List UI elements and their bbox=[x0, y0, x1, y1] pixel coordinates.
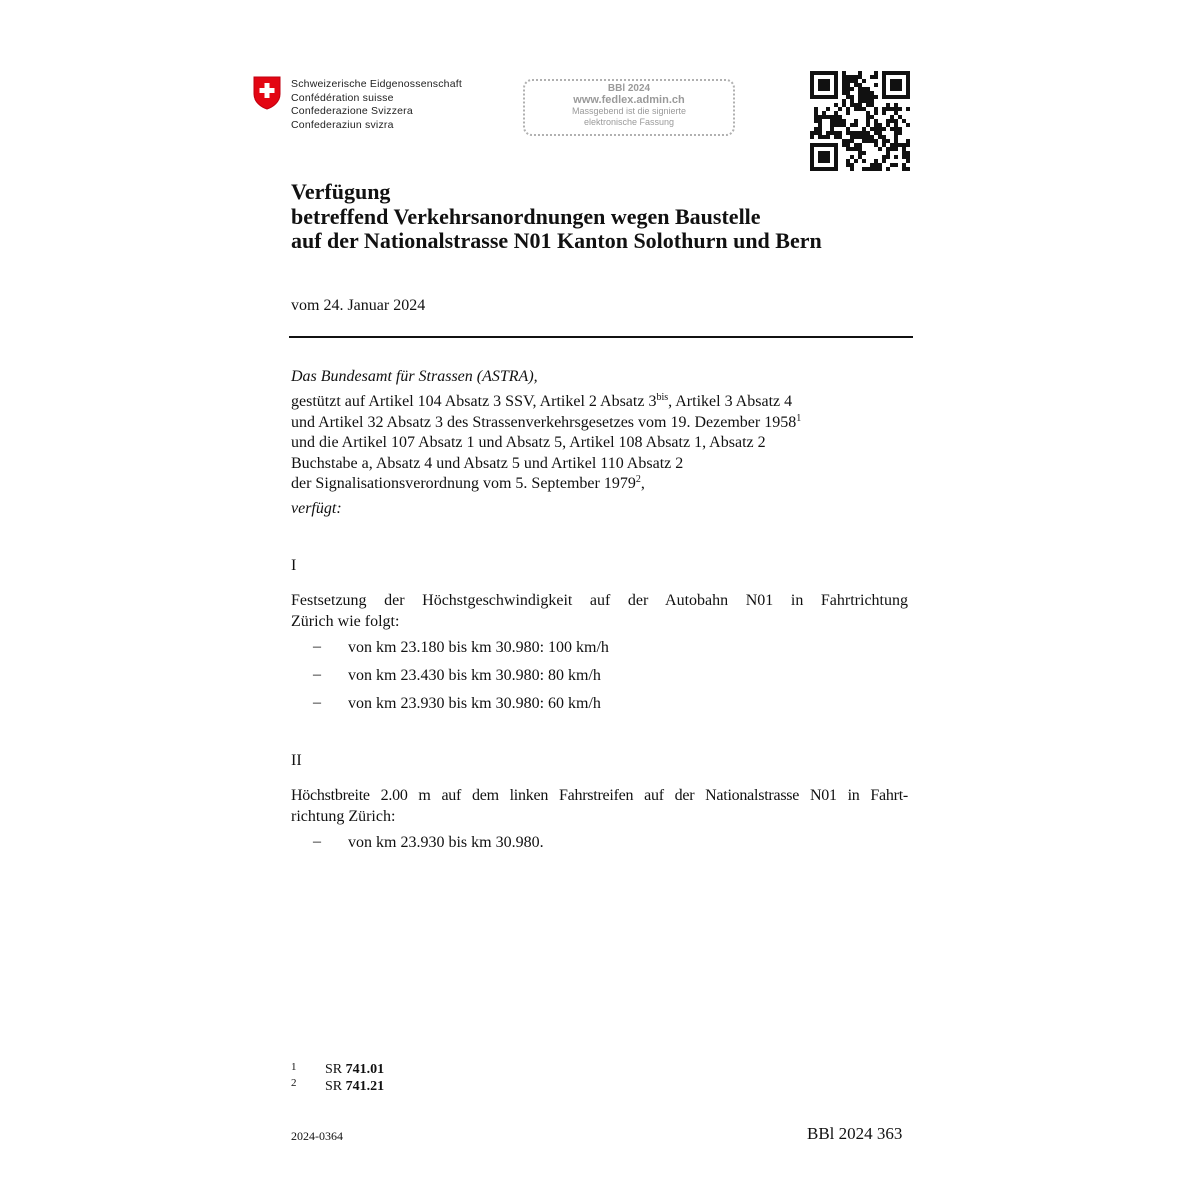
stamp-line-1: BBl 2024 bbox=[607, 83, 651, 94]
confederation-names bbox=[291, 78, 462, 132]
stamp-line-3: Massgebend ist die signierte bbox=[571, 106, 687, 116]
footnote-ref: 741.21 bbox=[345, 1079, 385, 1094]
title-line-3: auf der Nationalstrasse N01 Kanton Solothurn und Bern bbox=[291, 228, 822, 253]
document-title bbox=[291, 180, 822, 254]
legal-basis-line-5: der Signalisationsverordnung vom 5. September 1979$^2$, bbox=[291, 474, 645, 492]
list-item: von km 23.180 bis km 30.980: 100 km/h bbox=[348, 639, 609, 656]
list-item: von km 23.930 bis km 30.980: 60 km/h bbox=[348, 695, 601, 712]
title-line-1: Verfügung bbox=[291, 179, 391, 204]
issuing-authority: Das Bundesamt für Strassen (ASTRA), bbox=[291, 368, 538, 385]
footnote-number: 1 bbox=[291, 1061, 297, 1073]
confederation-line-fr: Confédération suisse bbox=[291, 91, 394, 104]
list-dash: – bbox=[313, 833, 321, 850]
document-date: vom 24. Januar 2024 bbox=[291, 297, 426, 314]
list-item: von km 23.930 bis km 30.980. bbox=[348, 834, 544, 851]
section-2-text bbox=[291, 786, 908, 827]
section-1-text-line-1: Festsetzung der Höchstgeschwindigkeit auf der Autobahn N01 in Fahrtrichtung bbox=[291, 592, 908, 609]
swiss-coat-of-arms-icon bbox=[253, 76, 281, 110]
publication-citation: BBl 2024 363 bbox=[807, 1124, 903, 1143]
legal-basis-line-2: und Artikel 32 Absatz 3 des Strassenverkehrsgesetzes vom 19. Dezember 1958$^1$ bbox=[291, 412, 802, 431]
section-1-text-line-2: Zürich wie folgt: bbox=[291, 612, 400, 630]
legal-basis-line-1: gestützt auf Artikel 104 Absatz 3 SSV, Artikel 2 Absatz $3^{bis}$, Artikel 3 Absatz 4 bbox=[291, 392, 793, 410]
list-dash: – bbox=[313, 666, 321, 683]
stamp-line-2: www.fedlex.admin.ch bbox=[573, 94, 685, 106]
qr-code-icon bbox=[810, 71, 910, 171]
title-divider bbox=[289, 336, 913, 338]
confederation-line-rm: Confederaziun svizra bbox=[291, 118, 394, 131]
section-2-text-line-1: Höchstbreite 2.00 m auf dem linken Fahrstreifen auf der Nationalstrasse N01 in Fahrt- bbox=[291, 787, 908, 804]
list-item: von km 23.430 bis km 30.980: 80 km/h bbox=[348, 667, 601, 684]
legal-basis-line-4: Buchstabe a, Absatz 4 und Absatz 5 und Artikel 110 Absatz 2 bbox=[291, 454, 684, 472]
title-line-2: betreffend Verkehrsanordnungen wegen Baustelle bbox=[291, 203, 761, 229]
footnote-2 bbox=[291, 1077, 297, 1096]
legal-basis bbox=[291, 392, 911, 495]
section-2-number: II bbox=[291, 752, 302, 769]
official-publication-stamp bbox=[523, 79, 735, 136]
section-2-text-line-2: richtung Zürich: bbox=[291, 807, 396, 825]
footnote-1-text: SR 741.01 bbox=[325, 1062, 385, 1077]
confederation-line-de: Schweizerische Eidgenossenschaft bbox=[291, 78, 462, 90]
section-1-number: I bbox=[291, 557, 297, 574]
footnote-ref: 741.01 bbox=[345, 1062, 385, 1077]
document-number: 2024-0364 bbox=[291, 1129, 343, 1143]
list-dash: – bbox=[313, 694, 321, 711]
decides-clause: verfügt: bbox=[291, 500, 342, 517]
footnote-ref-2: 2 bbox=[635, 474, 641, 485]
footnote-ref-1: 1 bbox=[796, 412, 802, 424]
footnote-number: 2 bbox=[291, 1077, 297, 1089]
legal-basis-line-3: und die Artikel 107 Absatz 1 und Absatz 5, Artikel 108 Absatz 1, Absatz 2 bbox=[291, 434, 766, 451]
stamp-line-4: elektronische Fassung bbox=[583, 117, 675, 127]
section-1-text bbox=[291, 591, 908, 632]
confederation-line-it: Confederazione Svizzera bbox=[291, 105, 413, 117]
footnote-2-text: SR 741.21 bbox=[325, 1079, 385, 1094]
list-dash: – bbox=[313, 638, 321, 655]
